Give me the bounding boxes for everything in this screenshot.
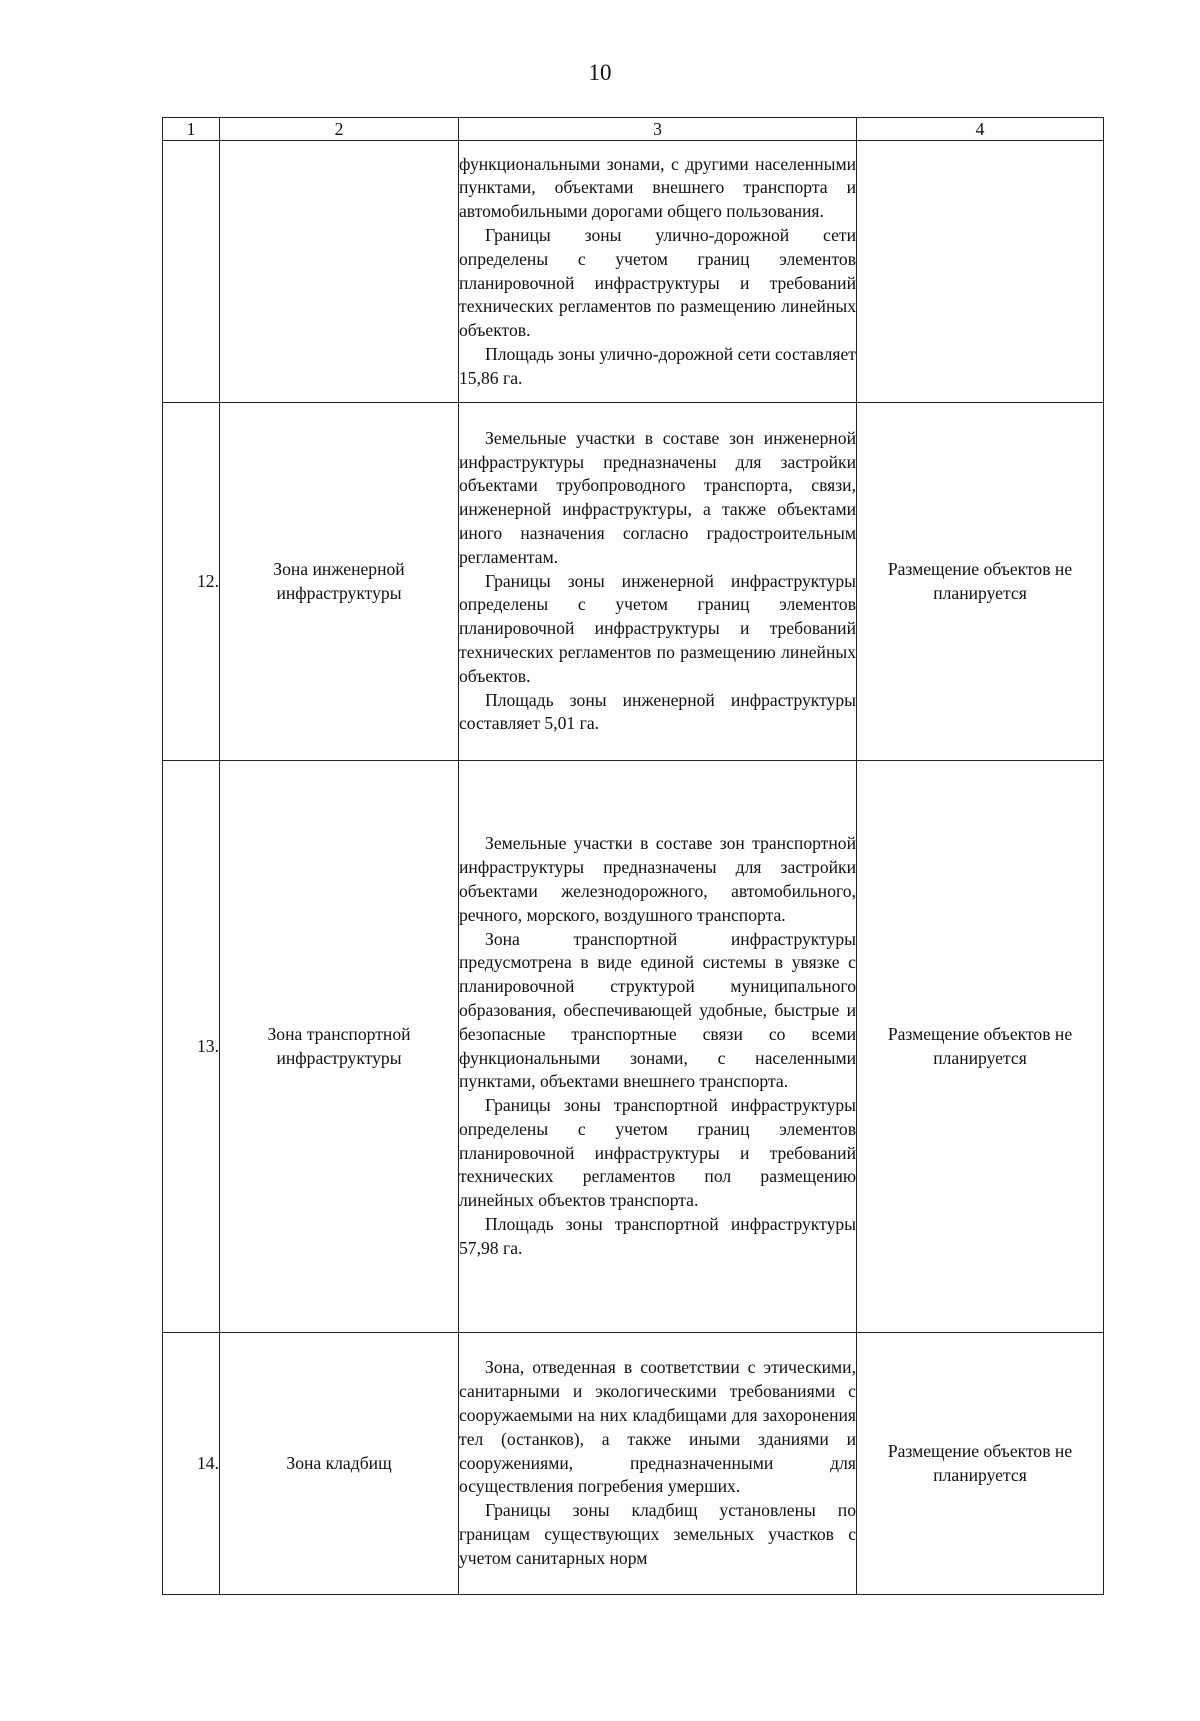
description-paragraph: Зона транспортной инфраструктуры предусмотрена в виде единой системы в увязке с планировочной структурой муниципального образования, обеспечивающей удобные, быстрые и безопасные транспортные связи со всеми функциональными зонами, с населенными пунктами, объектами внешнего транспорта. [459,928,856,1092]
header-col-3: 3 [459,118,857,141]
description-paragraph: Площадь зоны транспортной инфраструктуры 57,98 га. [459,1214,856,1258]
description-paragraph: Границы зоны улично-дорожной сети определены с учетом границ элементов планировочной инфраструктуры и требований технических регламентов по размещению линейных объектов. [459,224,856,341]
table-row [163,1333,1104,1595]
zone-name: Зона инженерной инфраструктуры [220,403,459,761]
row-number: 13. [163,761,220,1333]
row-number: 12. [163,403,220,761]
table-row [163,141,1104,403]
placement-plan: Размещение объектов не планируется [857,403,1104,761]
placement-plan [857,141,1104,403]
description-paragraph: Границы зоны транспортной инфраструктуры определены с учетом границ элементов планировочной инфраструктуры и требований технических регламентов пол размещению линейных объектов транспорта. [459,1095,856,1211]
table-row [163,761,1104,1333]
header-row [163,118,1104,141]
zone-description [459,403,857,761]
header-col-1: 1 [163,118,220,141]
row-number: 14. [163,1333,220,1595]
zone-name: Зона транспортной инфраструктуры [220,761,459,1333]
zone-name: Зона кладбищ [220,1333,459,1595]
description-paragraph: Площадь зоны инженерной инфраструктуры составляет 5,01 га. [459,689,856,734]
placement-plan: Размещение объектов не планируется [857,761,1104,1333]
description-paragraph: Земельные участки в составе зон инженерной инфраструктуры предназначены для застройки объектами трубопроводного транспорта, связи, инженерной инфраструктуры, а также объектами иного назначения согласно градостроительным регламентам. [459,427,856,567]
description-paragraph: Земельные участки в составе зон транспортной инфраструктуры предназначены для застройки объектами железнодорожного, автомобильного, речного, морского, воздушного транспорта. [459,833,856,925]
header-col-4: 4 [857,118,1104,141]
header-col-2: 2 [220,118,459,141]
description-paragraph: Площадь зоны улично-дорожной сети составляет 15,86 га. [459,343,856,388]
description-paragraph: функциональными зонами, с другими населенными пунктами, объектами внешнего транспорта и автомобильными дорогами общего пользования. [459,153,856,222]
description-paragraph: Зона, отведенная в соответствии с этическими, санитарными и экологическими требованиями с сооружаемыми на них кладбищами для захоронения тел (останков), а также иными зданиями и сооружениями, предназначенными для осуществления погребения умерших. [459,1357,856,1497]
placement-plan: Размещение объектов не планируется [857,1333,1104,1595]
zone-description [459,761,857,1333]
zone-description [459,1333,857,1595]
row-number [163,141,220,403]
description-paragraph: Границы зоны кладбищ установлены по границам существующих земельных участков с учетом санитарных норм [459,1500,856,1568]
zones-table [162,117,1104,1595]
zone-name [220,141,459,403]
zone-description [459,141,857,403]
table-row [163,403,1104,761]
page-number: 10 [588,60,612,85]
description-paragraph: Границы зоны инженерной инфраструктуры определены с учетом границ элементов планировочной инфраструктуры и требований технических регламентов по размещению линейных объектов. [459,570,856,686]
